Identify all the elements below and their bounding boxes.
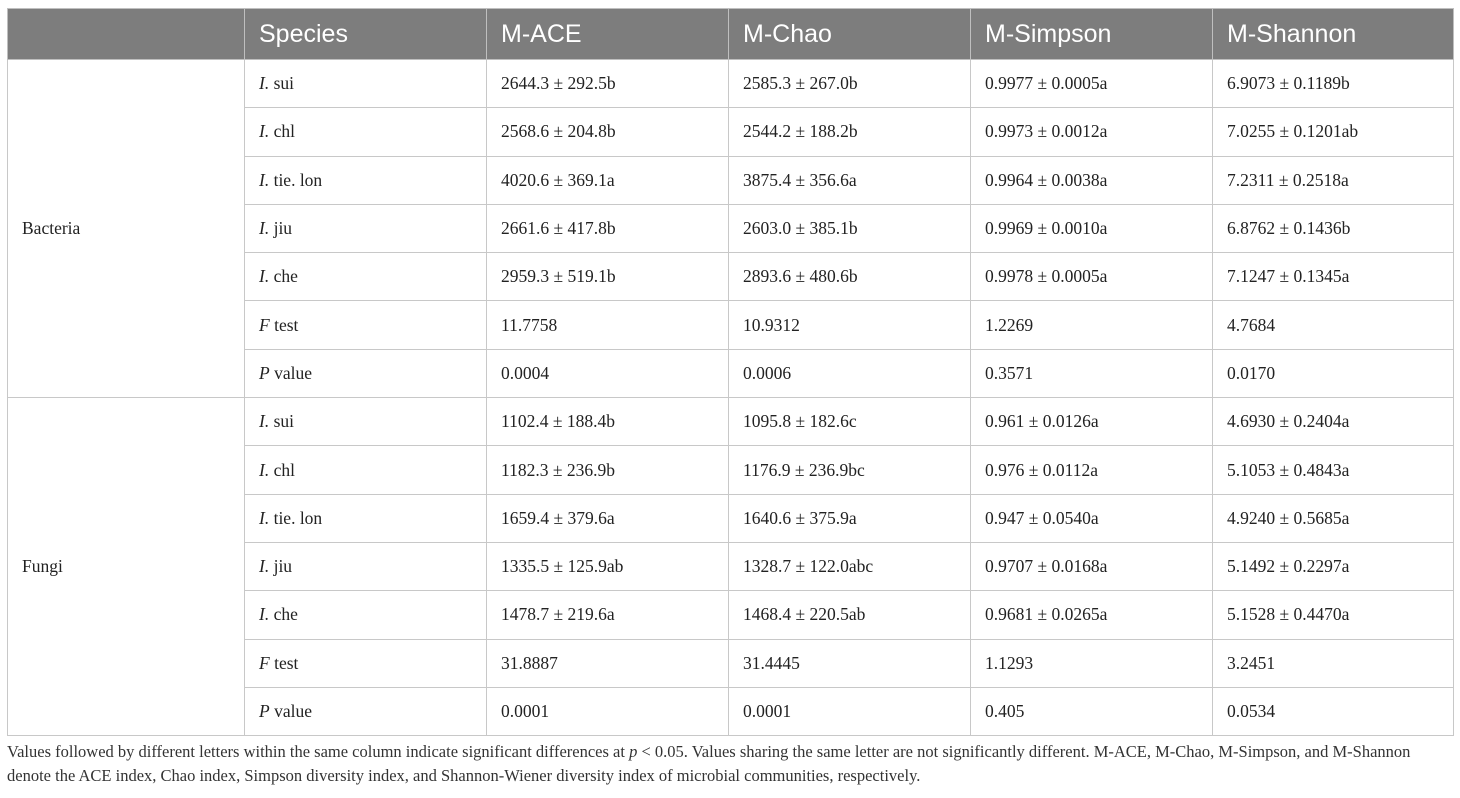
species-prefix: I.: [259, 218, 270, 239]
species-cell: [245, 639, 487, 687]
value-cell-m-shannon: 4.6930 ± 0.2404a: [1213, 398, 1454, 446]
species-cell: [245, 591, 487, 639]
species-name: test: [269, 652, 299, 673]
value-cell-m-shannon: 5.1492 ± 0.2297a: [1213, 542, 1454, 590]
value-cell-m-shannon: 5.1528 ± 0.4470a: [1213, 591, 1454, 639]
header-m-shannon: M-Shannon: [1213, 9, 1454, 60]
value-cell-m-shannon: 6.9073 ± 0.1189b: [1213, 60, 1454, 108]
group-label: Bacteria: [8, 60, 245, 398]
value-cell-m-chao: 10.9312: [729, 301, 971, 349]
value-cell-m-simpson: 0.9964 ± 0.0038a: [971, 156, 1213, 204]
footnote-p-symbol: p: [629, 742, 638, 761]
table-row: [8, 60, 1454, 108]
species-name: value: [269, 701, 312, 721]
species-prefix: I.: [259, 266, 270, 287]
value-cell-m-chao: 1328.7 ± 122.0abc: [729, 542, 971, 590]
footnote-part1: Values followed by different letters within the same column indicate significant differences at: [7, 742, 630, 761]
value-cell-m-chao: 3875.4 ± 356.6a: [729, 156, 971, 204]
species-prefix: I.: [259, 556, 270, 577]
species-cell: [245, 446, 487, 494]
value-cell-m-chao: 31.4445: [729, 639, 971, 687]
value-cell-m-ace: 1659.4 ± 379.6a: [487, 494, 729, 542]
species-name: sui: [269, 73, 295, 94]
value-cell-m-shannon: 0.0534: [1213, 687, 1454, 735]
value-cell-m-ace: 2644.3 ± 292.5b: [487, 60, 729, 108]
species-cell: [245, 108, 487, 156]
value-cell-m-simpson: 1.1293: [971, 639, 1213, 687]
value-cell-m-ace: 11.7758: [487, 301, 729, 349]
species-cell: [245, 60, 487, 108]
value-cell-m-ace: 1182.3 ± 236.9b: [487, 446, 729, 494]
species-prefix: I.: [259, 121, 270, 142]
footnote-part2: < 0.05. Values sharing the same letter are not significantly different. M-ACE, M-Chao, M-Simpson, and M-Shannon denote the ACE index, Chao index, Simpson diversity index, and Shannon-Wiener diversity index of microbial communities, respectively.: [7, 742, 1411, 785]
value-cell-m-ace: 2661.6 ± 417.8b: [487, 204, 729, 252]
value-cell-m-simpson: 1.2269: [971, 301, 1213, 349]
value-cell-m-chao: 1095.8 ± 182.6c: [729, 398, 971, 446]
value-cell-m-chao: 1640.6 ± 375.9a: [729, 494, 971, 542]
value-cell-m-ace: 0.0001: [487, 687, 729, 735]
species-name: che: [269, 266, 298, 287]
value-cell-m-ace: 2959.3 ± 519.1b: [487, 253, 729, 301]
value-cell-m-chao: 2585.3 ± 267.0b: [729, 60, 971, 108]
value-cell-m-simpson: 0.961 ± 0.0126a: [971, 398, 1213, 446]
header-m-ace: M-ACE: [487, 9, 729, 60]
species-cell: [245, 204, 487, 252]
value-cell-m-ace: 4020.6 ± 369.1a: [487, 156, 729, 204]
value-cell-m-chao: 1176.9 ± 236.9bc: [729, 446, 971, 494]
value-cell-m-shannon: 4.9240 ± 0.5685a: [1213, 494, 1454, 542]
header-species: Species: [245, 9, 487, 60]
value-cell-m-shannon: 7.1247 ± 0.1345a: [1213, 253, 1454, 301]
species-prefix: I.: [259, 459, 270, 480]
value-cell-m-simpson: 0.3571: [971, 349, 1213, 397]
species-cell: [245, 398, 487, 446]
species-prefix: I.: [259, 604, 270, 625]
species-cell: [245, 542, 487, 590]
value-cell-m-simpson: 0.9969 ± 0.0010a: [971, 204, 1213, 252]
diversity-table: [7, 8, 1454, 736]
value-cell-m-ace: 1478.7 ± 219.6a: [487, 591, 729, 639]
table-body: [8, 60, 1454, 736]
value-cell-m-chao: 2544.2 ± 188.2b: [729, 108, 971, 156]
value-cell-m-shannon: 7.0255 ± 0.1201ab: [1213, 108, 1454, 156]
species-name: che: [269, 604, 298, 625]
species-cell: [245, 156, 487, 204]
species-cell: [245, 301, 487, 349]
value-cell-m-shannon: 3.2451: [1213, 639, 1454, 687]
species-name: jiu: [269, 218, 293, 239]
species-name: jiu: [269, 556, 293, 577]
value-cell-m-simpson: 0.405: [971, 687, 1213, 735]
value-cell-m-ace: 1102.4 ± 188.4b: [487, 398, 729, 446]
value-cell-m-chao: 2603.0 ± 385.1b: [729, 204, 971, 252]
species-cell: [245, 253, 487, 301]
value-cell-m-simpson: 0.9681 ± 0.0265a: [971, 591, 1213, 639]
species-cell: [245, 349, 487, 397]
table-row: [8, 398, 1454, 446]
species-prefix: I.: [259, 411, 270, 432]
table-footnote: [7, 740, 1453, 788]
header-m-simpson: M-Simpson: [971, 9, 1213, 60]
table-header: [8, 9, 1454, 60]
value-cell-m-chao: 2893.6 ± 480.6b: [729, 253, 971, 301]
species-name: sui: [269, 411, 295, 432]
value-cell-m-simpson: 0.9973 ± 0.0012a: [971, 108, 1213, 156]
group-label: Fungi: [8, 398, 245, 736]
species-prefix: P: [259, 701, 270, 721]
value-cell-m-shannon: 4.7684: [1213, 301, 1454, 349]
value-cell-m-simpson: 0.976 ± 0.0112a: [971, 446, 1213, 494]
value-cell-m-simpson: 0.9978 ± 0.0005a: [971, 253, 1213, 301]
species-name: tie. lon: [269, 169, 323, 190]
header-empty: [8, 9, 245, 60]
header-m-chao: M-Chao: [729, 9, 971, 60]
value-cell-m-chao: 1468.4 ± 220.5ab: [729, 591, 971, 639]
species-cell: [245, 687, 487, 735]
value-cell-m-chao: 0.0006: [729, 349, 971, 397]
value-cell-m-shannon: 0.0170: [1213, 349, 1454, 397]
value-cell-m-shannon: 5.1053 ± 0.4843a: [1213, 446, 1454, 494]
species-prefix: I.: [259, 507, 270, 528]
species-prefix: F: [259, 314, 270, 335]
species-name: test: [269, 314, 299, 335]
value-cell-m-chao: 0.0001: [729, 687, 971, 735]
species-name: tie. lon: [269, 507, 323, 528]
value-cell-m-simpson: 0.9707 ± 0.0168a: [971, 542, 1213, 590]
value-cell-m-ace: 2568.6 ± 204.8b: [487, 108, 729, 156]
species-name: value: [269, 362, 312, 383]
header-row: [8, 9, 1454, 60]
value-cell-m-shannon: 7.2311 ± 0.2518a: [1213, 156, 1454, 204]
table-container: [7, 8, 1453, 736]
species-prefix: I.: [259, 73, 270, 94]
value-cell-m-simpson: 0.9977 ± 0.0005a: [971, 60, 1213, 108]
species-cell: [245, 494, 487, 542]
value-cell-m-ace: 31.8887: [487, 639, 729, 687]
species-prefix: I.: [259, 169, 270, 190]
species-prefix: F: [259, 652, 270, 673]
value-cell-m-shannon: 6.8762 ± 0.1436b: [1213, 204, 1454, 252]
value-cell-m-ace: 1335.5 ± 125.9ab: [487, 542, 729, 590]
value-cell-m-simpson: 0.947 ± 0.0540a: [971, 494, 1213, 542]
value-cell-m-ace: 0.0004: [487, 349, 729, 397]
species-name: chl: [269, 459, 295, 480]
species-name: chl: [269, 121, 295, 142]
species-prefix: P: [259, 362, 270, 383]
